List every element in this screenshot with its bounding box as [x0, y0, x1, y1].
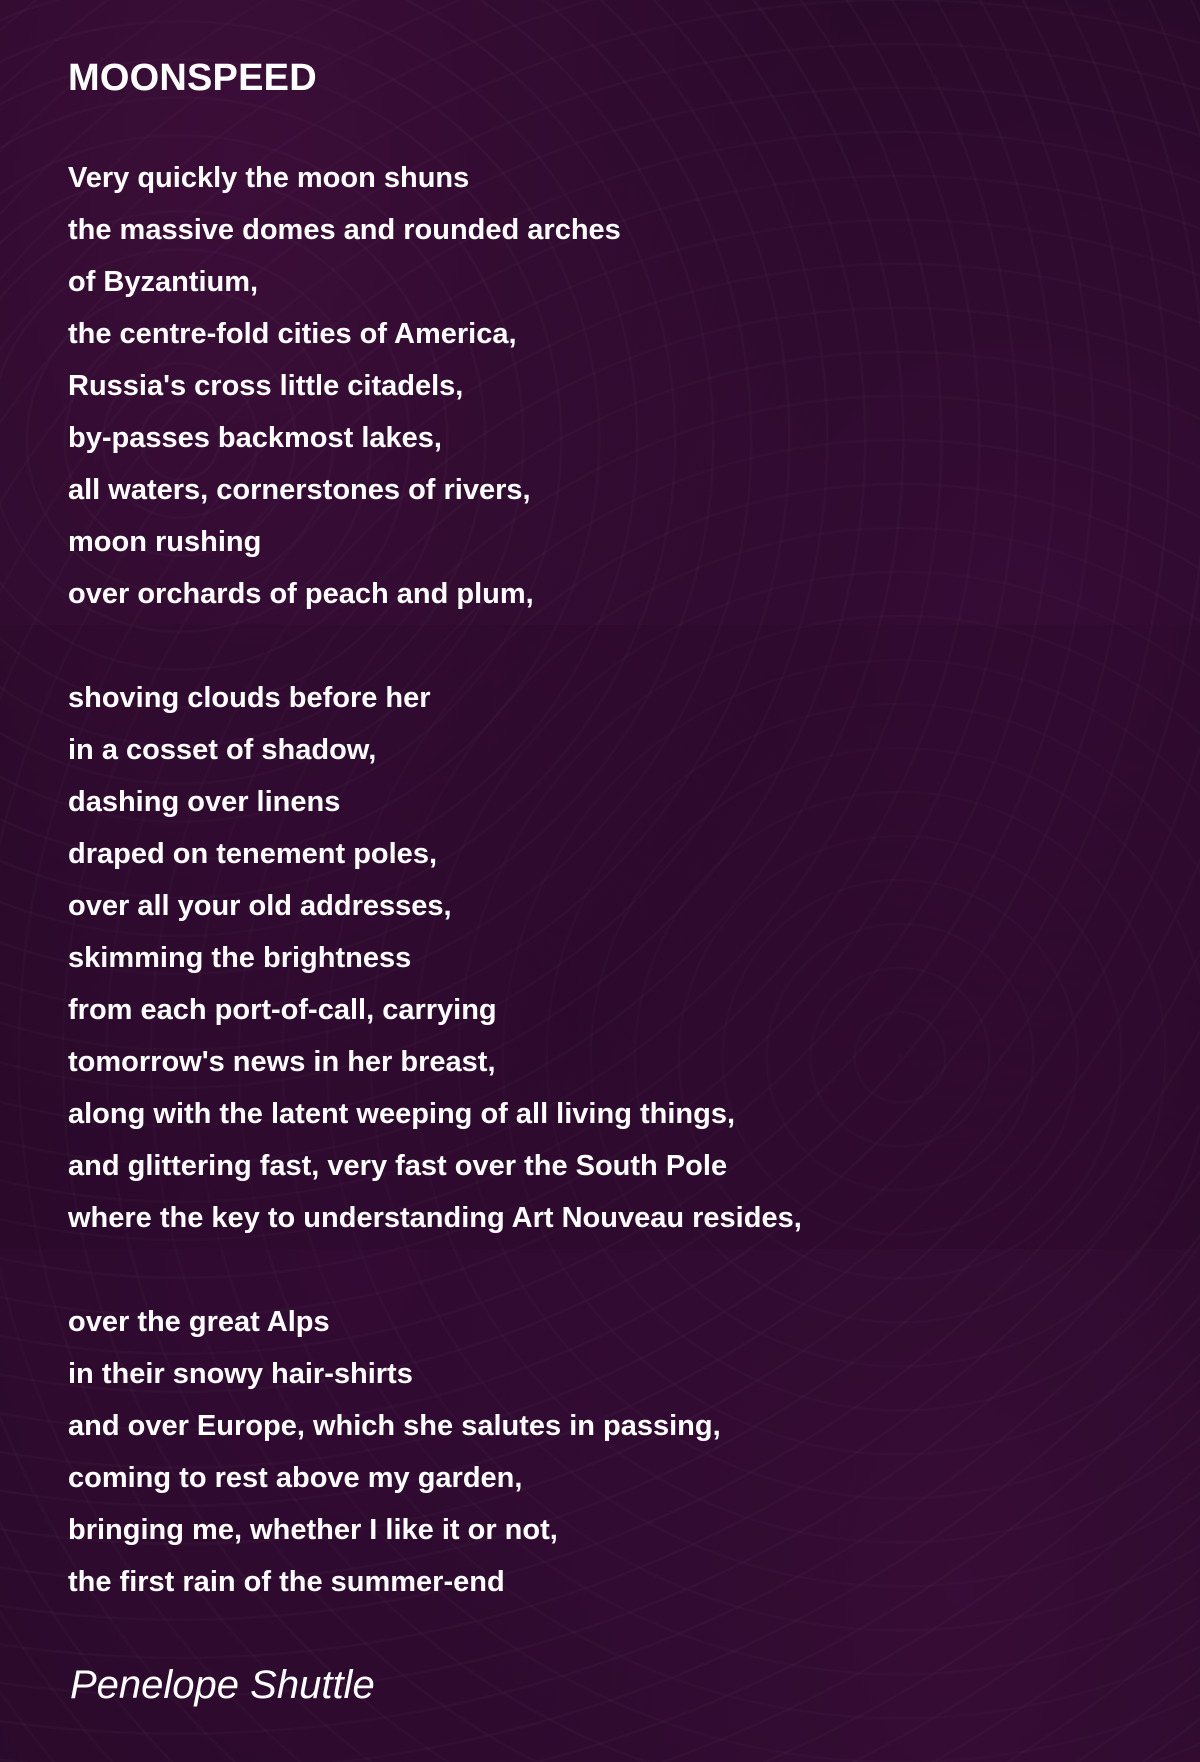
stanza-2: [68, 672, 1148, 1244]
poem-line: coming to rest above my garden,: [68, 1462, 523, 1494]
poem-line: tomorrow's news in her breast,: [68, 1046, 496, 1078]
poem-line: bringing me, whether I like it or not,: [68, 1514, 558, 1546]
poem-line: moon rushing: [68, 526, 262, 558]
stanza-3: [68, 1296, 1148, 1608]
poem-line: by-passes backmost lakes,: [68, 422, 442, 454]
poem-line: over orchards of peach and plum,: [68, 578, 534, 610]
poem-line: over all your old addresses,: [68, 890, 452, 922]
poem-line: skimming the brightness: [68, 942, 412, 974]
poem-line: in their snowy hair-shirts: [68, 1358, 413, 1390]
stanza-1: [68, 152, 1148, 620]
poem-line: where the key to understanding Art Nouveau resides,: [68, 1202, 802, 1234]
poem-container: [68, 48, 1148, 1660]
poem-line: shoving clouds before her: [68, 682, 431, 714]
poem-line: all waters, cornerstones of rivers,: [68, 474, 531, 506]
poem-line: dashing over linens: [68, 786, 341, 818]
poem-title: MOONSPEED: [68, 57, 317, 99]
poem-line: the massive domes and rounded arches: [68, 214, 621, 246]
poem-line: and over Europe, which she salutes in passing,: [68, 1410, 721, 1442]
poem-line: draped on tenement poles,: [68, 838, 437, 870]
poem-line: the centre-fold cities of America,: [68, 318, 517, 350]
poem-line: in a cosset of shadow,: [68, 734, 377, 766]
poem-line: the first rain of the summer-end: [68, 1566, 505, 1598]
poem-line: Russia's cross little citadels,: [68, 370, 464, 402]
poem-line: along with the latent weeping of all living things,: [68, 1098, 736, 1130]
poem-line: and glittering fast, very fast over the South Pole: [68, 1150, 728, 1182]
poem-body: [68, 152, 1148, 1608]
poem-line: of Byzantium,: [68, 266, 259, 298]
poem-line: Very quickly the moon shuns: [68, 162, 470, 194]
poem-author: Penelope Shuttle: [70, 1663, 375, 1707]
poem-line: over the great Alps: [68, 1306, 330, 1338]
poem-line: from each port-of-call, carrying: [68, 994, 497, 1026]
